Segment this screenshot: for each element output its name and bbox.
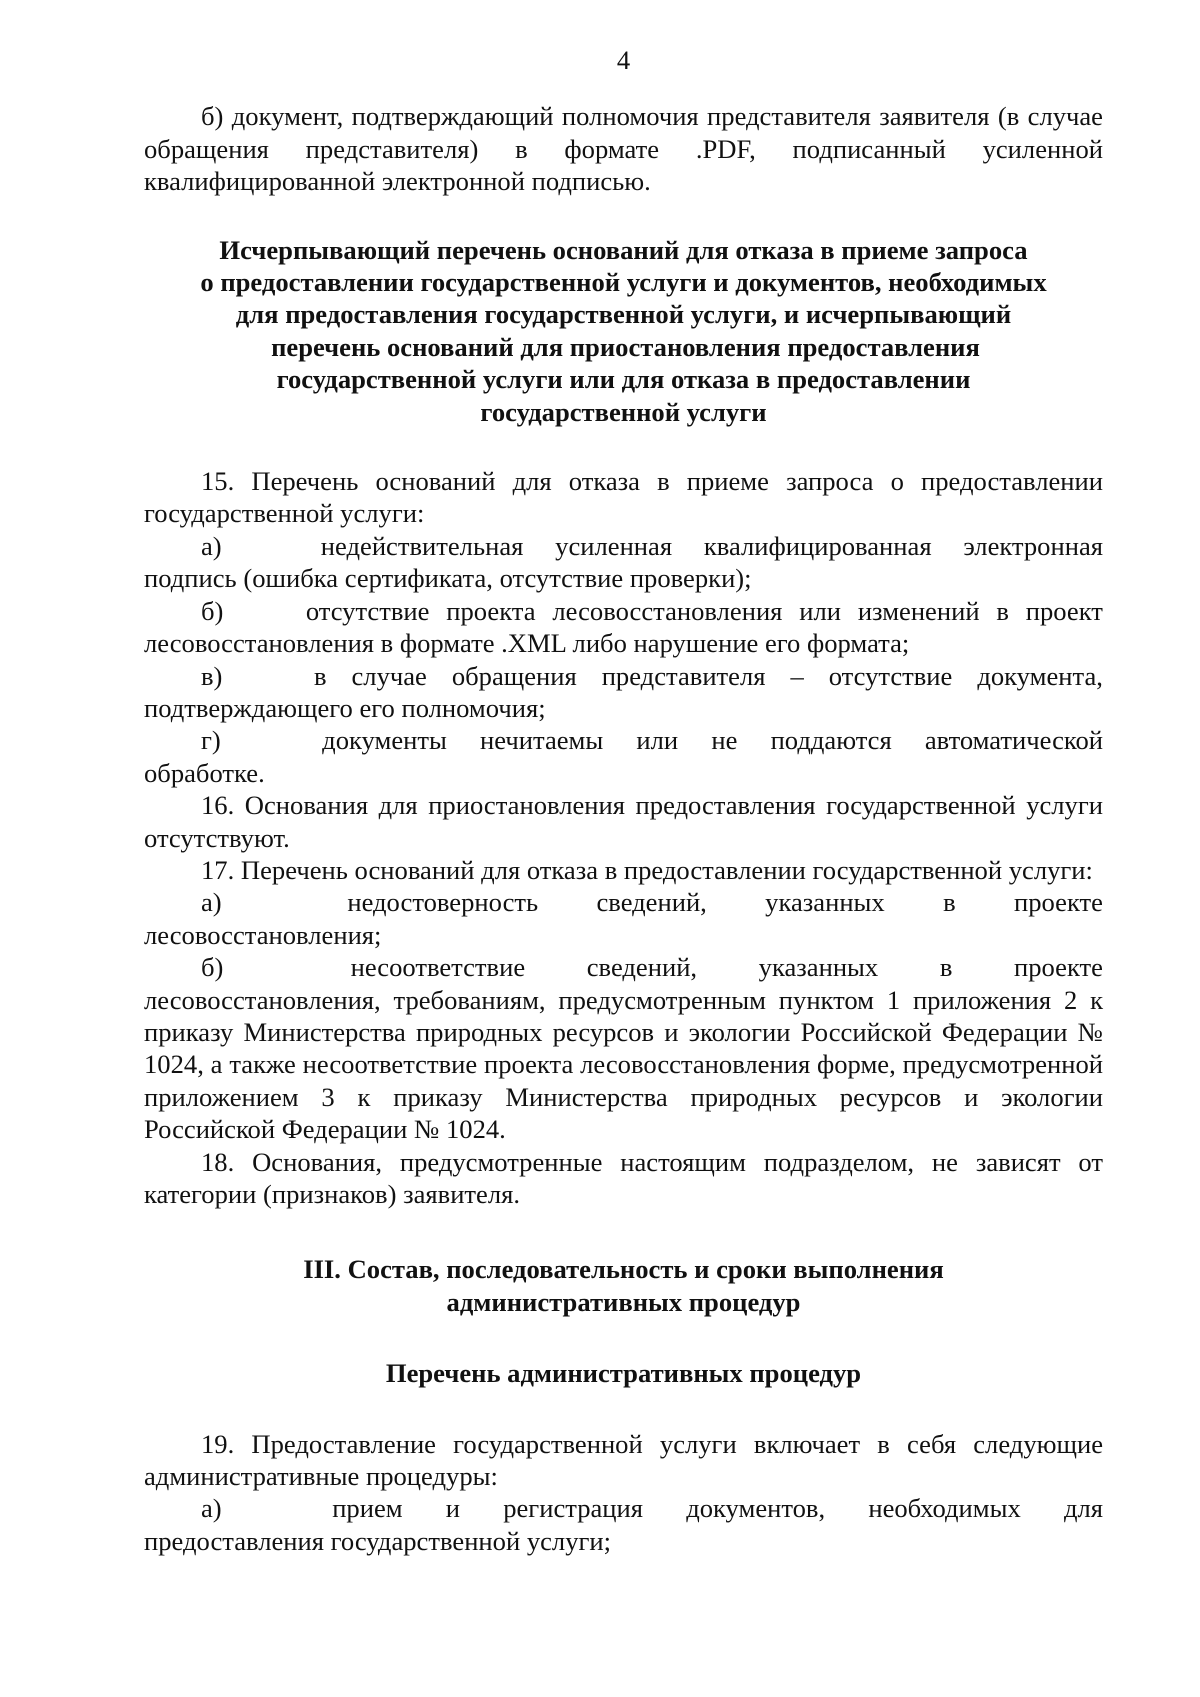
- list-word: прием: [332, 1493, 403, 1524]
- list-word: в: [313, 660, 327, 691]
- list-word: недействительная: [320, 530, 524, 561]
- list-marker: а): [201, 1493, 222, 1524]
- heading-line: государственной услуги или для отказа в предоставлении: [276, 364, 971, 395]
- list-item-15a: [144, 530, 1103, 562]
- page-number: 4: [616, 45, 631, 75]
- list-word: или: [799, 595, 841, 626]
- list-word: для: [1063, 1493, 1103, 1524]
- heading-line: III. Состав, последовательность и сроки выполнения: [303, 1254, 944, 1285]
- list-item-15g-continuation: обработке.: [144, 757, 265, 788]
- paragraph-17: 17. Перечень оснований для отказа в предоставлении государственной услуги:: [201, 854, 1093, 885]
- list-word: несоответствие: [350, 952, 526, 983]
- list-word: в: [943, 887, 956, 918]
- list-word: автоматической: [924, 725, 1103, 756]
- list-word: нечитаемы: [480, 725, 604, 756]
- list-word: лесовосстановления: [552, 595, 783, 626]
- list-word: указанных: [758, 952, 879, 983]
- list-item-15v: [144, 660, 1103, 692]
- list-item-15b: [144, 595, 1103, 627]
- paragraph-18: 18. Основания, предусмотренные настоящим подразделом, не зависят от категории (признаков) заявителя.: [144, 1146, 1103, 1209]
- list-word: усиленная: [555, 530, 673, 561]
- list-word: проекта: [446, 595, 536, 626]
- list-word: документа,: [977, 660, 1103, 691]
- list-word: регистрация: [503, 1493, 643, 1524]
- list-marker: б): [201, 952, 224, 983]
- list-item-15g: [144, 724, 1103, 756]
- section-heading-refusal-grounds: [144, 234, 1103, 428]
- paragraph-19: 19. Предоставление государственной услуги включает в себя следующие административные процедуры:: [144, 1428, 1103, 1492]
- list-item-17a-continuation: лесовосстановления;: [144, 919, 382, 950]
- list-word: недостоверность: [347, 887, 539, 918]
- paragraph-16: 16. Основания для приостановления предоставления государственной услуги отсутствуют.: [144, 790, 1103, 853]
- list-word: представителя: [601, 660, 766, 691]
- list-item-19a: [144, 1492, 1103, 1524]
- list-word: сведений,: [586, 952, 698, 983]
- heading-line: для предоставления государственной услуги, и исчерпывающий: [235, 299, 1012, 330]
- list-word: проекте: [1013, 887, 1103, 918]
- list-word: документы: [322, 725, 447, 756]
- list-item-17b: [144, 951, 1103, 983]
- list-word: изменений: [857, 595, 980, 626]
- list-word: случае: [351, 660, 427, 691]
- list-word: в: [939, 952, 953, 983]
- list-word: обращения: [451, 660, 577, 691]
- list-word: отсутствие: [305, 595, 430, 626]
- list-word: и: [445, 1493, 461, 1524]
- list-item-15b-continuation: лесовосстановления в формате .XML либо нарушение его формата;: [144, 628, 910, 659]
- heading-line: административных процедур: [446, 1286, 801, 1317]
- list-marker: а): [201, 530, 222, 561]
- list-word: сведений,: [596, 887, 707, 918]
- list-word: проект: [1025, 595, 1103, 626]
- section-heading-iii: [144, 1253, 1103, 1318]
- list-word: в: [996, 595, 1009, 626]
- list-word: проекте: [1013, 952, 1103, 983]
- list-item-17b-continuation: лесовосстановления, требованиям, предусмотренным пунктом 1 приложения 2 к приказу Министерства природных ресурсов и экологии Российской Федерации № 1024, а также несоответствие проекта лесовосстановления форме, предусмотренной приложением 3 к приказу Министерства природных ресурсов и экологии Российской Федерации № 1024.: [144, 984, 1103, 1145]
- list-marker: а): [201, 887, 222, 918]
- list-word: указанных: [765, 887, 885, 918]
- list-word: документов,: [686, 1493, 826, 1524]
- list-word: необходимых: [868, 1493, 1021, 1524]
- heading-line: перечень оснований для приостановления предоставления: [271, 331, 980, 362]
- list-marker: в): [201, 660, 223, 691]
- list-marker: б): [201, 595, 224, 626]
- list-word: квалифицированная: [703, 530, 932, 561]
- list-item-15a-continuation: подпись (ошибка сертификата, отсутствие проверки);: [144, 563, 752, 594]
- list-word: электронная: [963, 530, 1103, 561]
- intro-paragraph: б) документ, подтверждающий полномочия представителя заявителя (в случае обращения представителя) в формате .PDF, подписанный усиленной квалифицированной электронной подписью.: [144, 101, 1103, 197]
- heading-line: Исчерпывающий перечень оснований для отказа в приеме запроса: [219, 234, 1028, 265]
- list-word: отсутствие: [828, 660, 953, 691]
- list-word: –: [790, 660, 804, 691]
- heading-line: государственной услуги: [480, 396, 767, 427]
- list-marker: г): [201, 725, 221, 756]
- heading-line: о предоставлении государственной услуги и документов, необходимых: [200, 267, 1047, 298]
- list-word: поддаются: [770, 725, 892, 756]
- list-item-19a-continuation: предоставления государственной услуги;: [144, 1525, 612, 1556]
- list-word: не: [711, 725, 738, 756]
- list-item-15v-continuation: подтверждающего его полномочия;: [144, 692, 546, 723]
- list-item-17a: [144, 886, 1103, 918]
- list-word: или: [636, 725, 679, 756]
- subsection-heading-procedures: Перечень административных процедур: [385, 1358, 862, 1389]
- paragraph-15: 15. Перечень оснований для отказа в приеме запроса о предоставлении государственной услуги:: [144, 466, 1103, 529]
